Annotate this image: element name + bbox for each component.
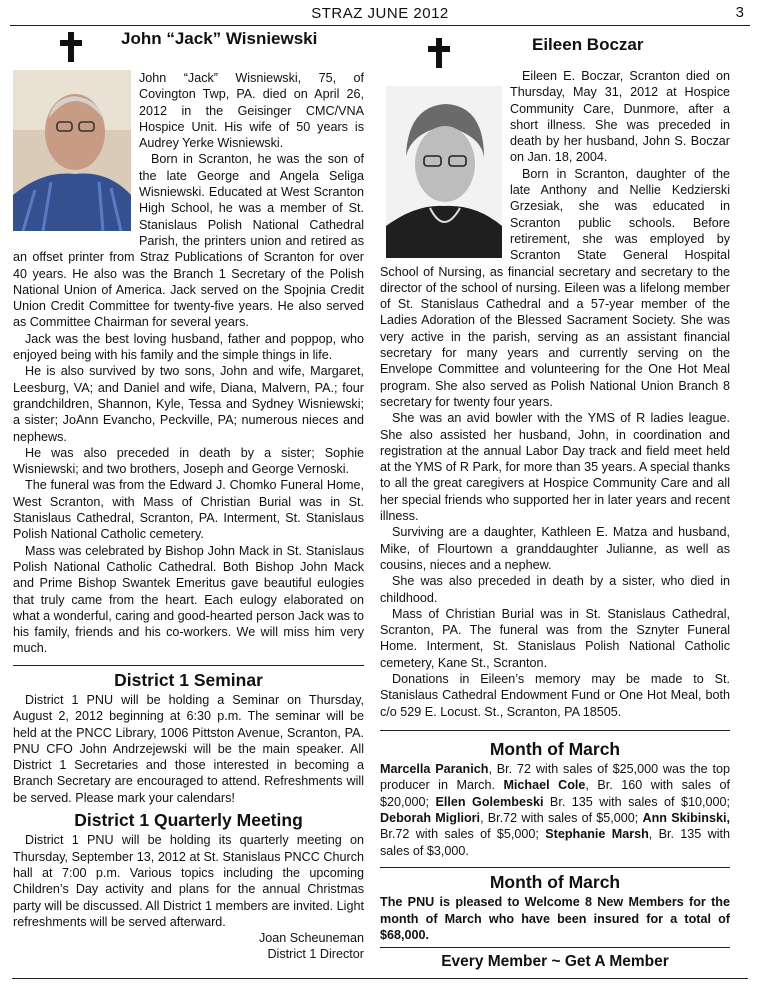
sales-detail: Br. 135 with sales of $10,000; [543,794,730,809]
portrait-photo-jack [13,70,131,231]
left-col [13,28,364,963]
obituary-paragraph: The funeral was from the Edward J. Chomko Funeral Home, West Scranton, with Mass of Christian Burial was in St. Stanislaus Cathedral, Scranton, PA. Interment, St. Stanislaus Polish National Catholic cemetery. [13,478,364,542]
obituary-paragraph: Born in Scranton, he was the son of the late George and Angela Seliga Wisniewski. Educated at West Scranton High School, he was a member of St. Stanislaus Polish National Cathedral Parish, the printers union and retired as an offset printer from Straz Publications of Scranton for over 40 years. He also was the Branch 1 Secretary of the Polish National Union of America. Jack served on the Spojnia Credit Union Credit Committee for twenty-five years. He also served as Committee Chairman for several years. [13,152,364,330]
sales-detail: Br.72 with sales of $5,000; [380,827,546,842]
section-title-month-of-march-2: Month of March [489,871,621,892]
obituary-paragraph: Donations in Eileen’s memory may be made to St. Stanislaus Cathedral Endowment Fund or One Hot Meal, both c/o 529 E. Locust. St., Scranton, PA 18505. [380,671,730,719]
portrait-photo-eileen [386,86,502,258]
signature-title: District 1 Director [267,947,364,962]
member-name: Marcella Paranich [380,762,489,777]
obituary-body-eileen [380,68,730,720]
obituary-paragraph: Mass was celebrated by Bishop John Mack in St. Stanislaus Polish National Catholic Cathedral. Both Bishop John Mack and Prime Bishop Swantek Emeritus gave beautiful eulogies that truly came from the heart. Each eulogy elaborated on what a wonderful, caring and good-hearted person Jack was to his family, friends and his co-workers. We will miss him very much. [13,543,364,656]
obituary-paragraph: Jack was the best loving husband, father and poppop, who enjoyed being with his family and the simple things in life. [13,331,364,363]
cross-icon [60,32,82,62]
right-col [380,28,730,974]
obituary-paragraph: He is also survived by two sons, John and wife, Margaret, Leesburg, VA; and Daniel and wife, Diana, Malvern, PA.; four grandchildren, Shannon, Kyle, Tessa and Sydney Wisniewski; a sister; JoAnn Evancho, Peckville, PA; numerous nieces and nephews. [13,364,364,444]
member-name: Stephanie Marsh [545,827,649,842]
section-divider [13,665,364,666]
sales-detail: , Br. 160 with sales of $20,000; [380,778,731,809]
obituary-paragraph: Eileen E. Boczar, Scranton died on Thursday, May 31, 2012 at Hospice Community Care, Dunmore, after a short illness. She was preceded in death by her husband, John S. Boczar on Jan. 18, 2004. [510,69,730,165]
obituary-paragraph: She was an avid bowler with the YMS of R ladies league. She also assisted her husband, John, in coordination and registration at the annual Labor Day track and field meet held at the YMS of R Park, for more than 35 years. A special thanks to all the great caregivers at Hospice Community Care and all her special friends who supported her in later years and recent illness. [380,411,730,524]
member-name: Michael Cole [503,778,586,793]
bottom-rule [12,978,748,979]
section-title-seminar: District 1 Seminar [114,669,263,690]
cross-icon [428,38,450,68]
obituary-paragraph: Surviving are a daughter, Kathleen E. Matza and husband, Mike, of Flourtown a granddaughter Julianne, as well as cousins, nieces and a nephew. [380,525,730,572]
obituary-body-jack [13,70,364,657]
obituary-name-eileen: Eileen Boczar [532,35,644,54]
section-divider [380,867,730,868]
member-name: Ellen Golembeski [435,794,544,809]
member-name: Ann Skibinski, [642,811,730,826]
slogan: Every Member ~ Get A Member [441,953,669,971]
obituary-header-jack [13,28,364,72]
sales-detail: , Br. 135 with sales of $3,000. [380,827,730,858]
obituary-header-eileen [380,28,730,72]
seminar-text: District 1 PNU will be holding a Seminar on Thursday, August 2, 2012 beginning at 6:30 p.m. The seminar will be held at the PNCC Library, 1006 Pittston Avenue, Scranton, PA. PNU CFO John Andrzejewski will be the main speaker. All District 1 Secretaries and those interested in becoming a Branch Secretary are encouraged to attend. Refreshments will be served. Please mark your calendars! [13,692,364,805]
page-header [10,5,750,26]
section-title-quarterly-meeting: District 1 Quarterly Meeting [74,810,303,831]
page-number: 3 [735,4,744,21]
section-divider [380,947,730,948]
section-title-month-of-march: Month of March [489,738,621,759]
sales-detail: , Br. 72 with sales of $25,000 was the top producer in March. [380,762,730,793]
quarterly-meeting-text: District 1 PNU will be holding its quarterly meeting on Thursday, September 13, 2012 at St. Stanislaus PNCC Church hall at 7:00 p.m. Various topics including the upcoming Children’s Day activity and plans for the annual Christmas party will be discussed. All District 1 members are invited. Light refreshments will be served afterward. [13,833,364,929]
publication-title: STRAZ JUNE 2012 [311,5,449,22]
month-of-march-sales-text [380,761,730,859]
obituary-paragraph: Mass of Christian Burial was in St. Stanislaus Cathedral, Scranton, PA. The funeral was from the Sznyter Funeral Home. Interment, St. Stanislaus Polish National Catholic cemetery, Kane St., Scranton. [380,606,730,670]
section-divider [380,730,730,731]
obituary-name-jack: John “Jack” Wisniewski [121,29,318,48]
signature-name: Joan Scheuneman [258,931,364,946]
sales-detail: , Br.72 with sales of $5,000; [480,811,643,826]
obituary-paragraph: Born in Scranton, daughter of the late Anthony and Nellie Kedzierski Grzesiak, she was educated in Scranton public schools. Before retirement, she was employed by Scranton State General Hospital School of Nursing, as financial secretary and secretary to the director of the school of nursing. Eileen was a lifelong member of St. Stanislaus Cathedral and a 57-year member of the Ladies Adoration of the Blessed Sacrament Society. She was very active in the parish, serving as an assistant financial secretary for many years and currently serving on the Envelope Committee and volunteering for the One Hot Meal program. She also served as Polish National Union Branch 8 secretary for twenty four years. [380,166,730,409]
obituary-paragraph: She was also preceded in death by a sister, who died in childhood. [380,574,730,605]
member-name: Deborah Migliori [380,811,481,826]
new-members-text: The PNU is pleased to Welcome 8 New Members for the month of March who have been insured for a total of $68,000. [380,895,730,942]
obituary-paragraph: He was also preceded in death by a sister; Sophie Wisniewski; and two brothers, Joseph and George Vernoski. [13,445,364,477]
obituary-paragraph: John “Jack” Wisniewski, 75, of Covington Twp, PA. died on April 26, 2012 in the Geisinger CMC/VNA Hospice Unit. His wife of 50 years is Audrey Yerke Wisniewski. [139,71,364,151]
